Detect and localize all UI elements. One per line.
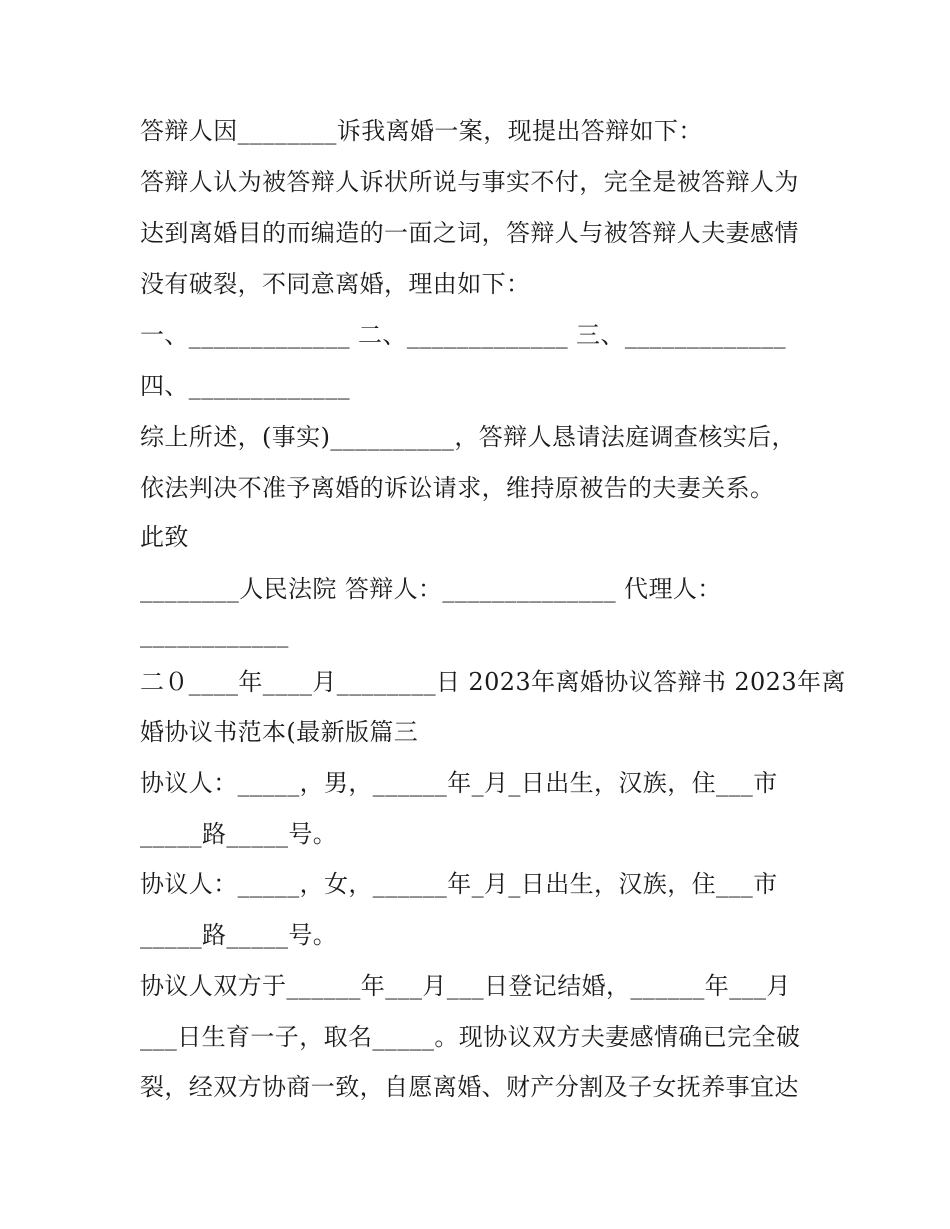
text-line: ___日生育一子，取名_____。现协议双方夫妻感情确已完全破 [140, 1023, 801, 1051]
text-line: ________人民法院 答辩人：______________ 代理人： [140, 575, 722, 603]
text-line: 依法判决不准予离婚的诉讼请求，维持原被告的夫妻关系。 [140, 474, 775, 502]
text-line: 二０____年____月________日 2023年离婚协议答辩书 2023年离 [140, 668, 846, 696]
text-line: _____路_____号。 [140, 820, 338, 848]
text-line: 没有破裂，不同意离婚，理由如下： [140, 270, 531, 298]
text-line: 综上所述，(事实)__________，答辩人恳请法庭调查核实后， [140, 423, 796, 451]
text-line: 一、_____________ 二、_____________ 三、_____________ [140, 321, 787, 349]
text-line: 协议人：_____，男，______年_月_日出生，汉族，住___市 [140, 769, 778, 797]
text-line: _____路_____号。 [140, 921, 338, 949]
text-line: 答辩人因________诉我离婚一案，现提出答辩如下： [140, 117, 703, 145]
text-line: 裂，经双方协商一致，自愿离婚、财产分割及子女抚养事宜达 [140, 1073, 799, 1101]
text-line: 四、_____________ [140, 372, 350, 400]
text-line: 协议人：_____，女，______年_月_日出生，汉族，住___市 [140, 870, 778, 898]
text-line: 此致 [140, 523, 189, 551]
text-line: ____________ [140, 620, 289, 648]
text-line: 协议人双方于______年___月___日登记结婚，______年___月 [140, 972, 791, 1000]
text-line: 婚协议书范本(最新版篇三 [140, 718, 419, 746]
text-line: 答辩人认为被答辩人诉状所说与事实不付，完全是被答辩人为 [140, 168, 799, 196]
text-line: 达到离婚目的而编造的一面之词，答辩人与被答辩人夫妻感情 [140, 219, 799, 247]
